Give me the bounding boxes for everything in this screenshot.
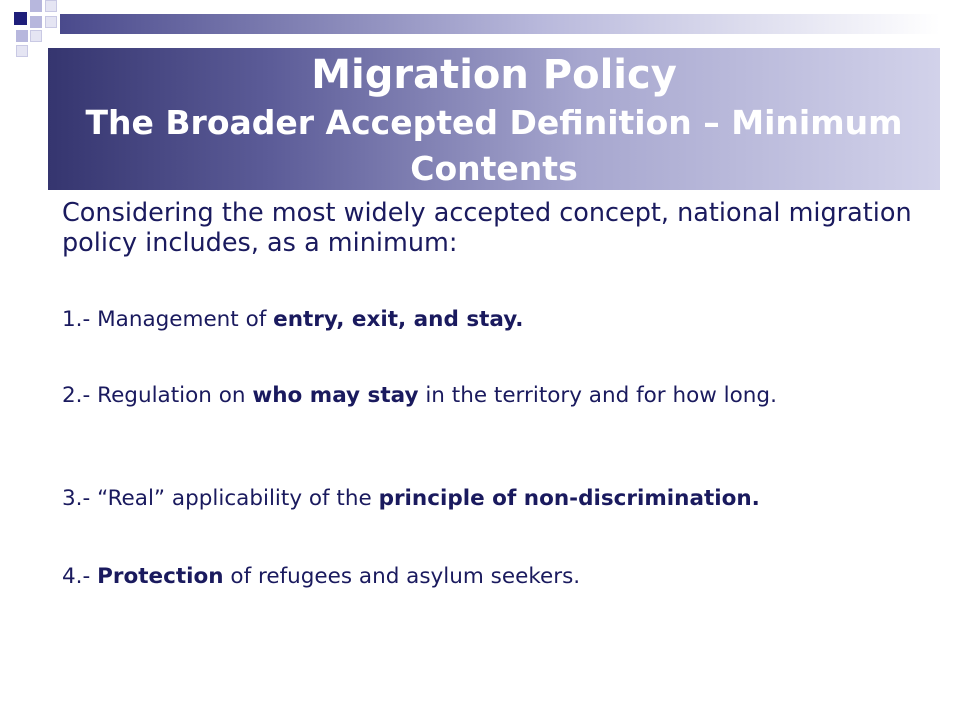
decorative-square xyxy=(16,45,28,57)
slide-title: Migration Policy xyxy=(311,52,677,98)
item-emphasis: entry, exit, and stay. xyxy=(273,307,524,332)
list-item xyxy=(62,563,912,590)
decorative-square xyxy=(16,30,28,42)
header-accent-bar xyxy=(60,14,940,34)
decorative-square xyxy=(45,16,57,28)
slide-subtitle: The Broader Accepted Definition – Minimum Contents xyxy=(85,103,903,188)
item-emphasis: principle of non-discrimination. xyxy=(378,486,760,511)
list-item xyxy=(62,306,912,333)
item-text: of refugees and asylum seekers. xyxy=(223,564,581,589)
decorative-square xyxy=(14,12,27,25)
item-text: in the territory and for how long. xyxy=(418,383,777,408)
decorative-square xyxy=(45,0,57,12)
item-text: 1.- Management of xyxy=(62,307,274,332)
decorative-square xyxy=(30,30,42,42)
item-text: 3.- “Real” applicability of the xyxy=(62,486,379,511)
item-text: 2.- Regulation on xyxy=(62,383,253,408)
item-text: 4.- xyxy=(62,564,98,589)
decorative-square xyxy=(30,16,42,28)
decorative-square xyxy=(30,0,42,12)
title-banner xyxy=(48,48,940,190)
list-item xyxy=(62,485,912,512)
item-emphasis: Protection xyxy=(97,564,224,589)
item-emphasis: who may stay xyxy=(252,383,419,408)
intro-paragraph: Considering the most widely accepted concept, national migration policy includes, as a minimum: xyxy=(62,198,912,258)
list-item xyxy=(62,382,912,409)
